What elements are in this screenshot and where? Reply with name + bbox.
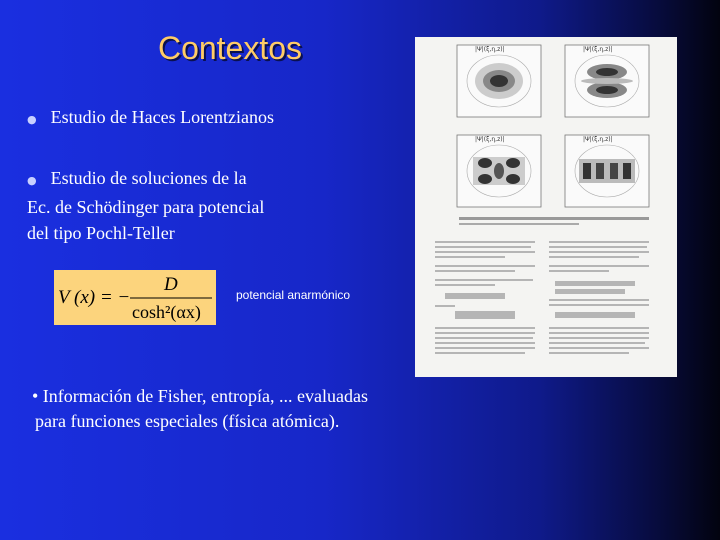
potential-equation: [54, 270, 216, 325]
bullet-icon: ●: [27, 113, 37, 126]
paper-text-lines: [435, 241, 649, 354]
panel-label: |Ψ|(ξ,η,z)|: [583, 136, 613, 143]
bullet-text-line2: para funciones especiales (física atómica).: [35, 411, 340, 431]
potential-label: potencial anarmónico: [236, 288, 351, 302]
figure-panel-1: [457, 45, 541, 117]
bullet-text-line1: Estudio de soluciones de la: [50, 168, 247, 188]
bullet-icon: ●: [27, 174, 37, 187]
bullet-text-line1: • Información de Fisher, entropía, ... evaluadas: [32, 386, 368, 406]
bullet-schrodinger: [27, 165, 264, 246]
bullet-fisher-info: [32, 384, 368, 434]
equation-lhs: V (x) = −: [58, 287, 131, 308]
equation-numerator: D: [164, 274, 178, 295]
bullet-lorentzian-beams: [27, 104, 274, 133]
equation-denominator: cosh²(αx): [132, 302, 201, 322]
figure-panel-2: [565, 45, 649, 117]
paper-figure-image: [415, 37, 677, 377]
figure-panel-4: [565, 135, 649, 207]
bullet-text: Estudio de Haces Lorentzianos: [50, 107, 275, 127]
bullet-text-line2: Ec. de Schödinger para potencial: [27, 197, 265, 217]
figure-panel-3: [457, 135, 541, 207]
bullet-text-line3: del tipo Pochl-Teller: [27, 223, 175, 243]
panel-label: |Ψ|(ξ,η,z)|: [583, 46, 613, 53]
slide-title: Contextos: [157, 30, 303, 66]
panel-label: |Ψ|(ξ,η,z)|: [475, 46, 505, 53]
panel-label: |Ψ|(ξ,η,z)|: [475, 136, 505, 143]
